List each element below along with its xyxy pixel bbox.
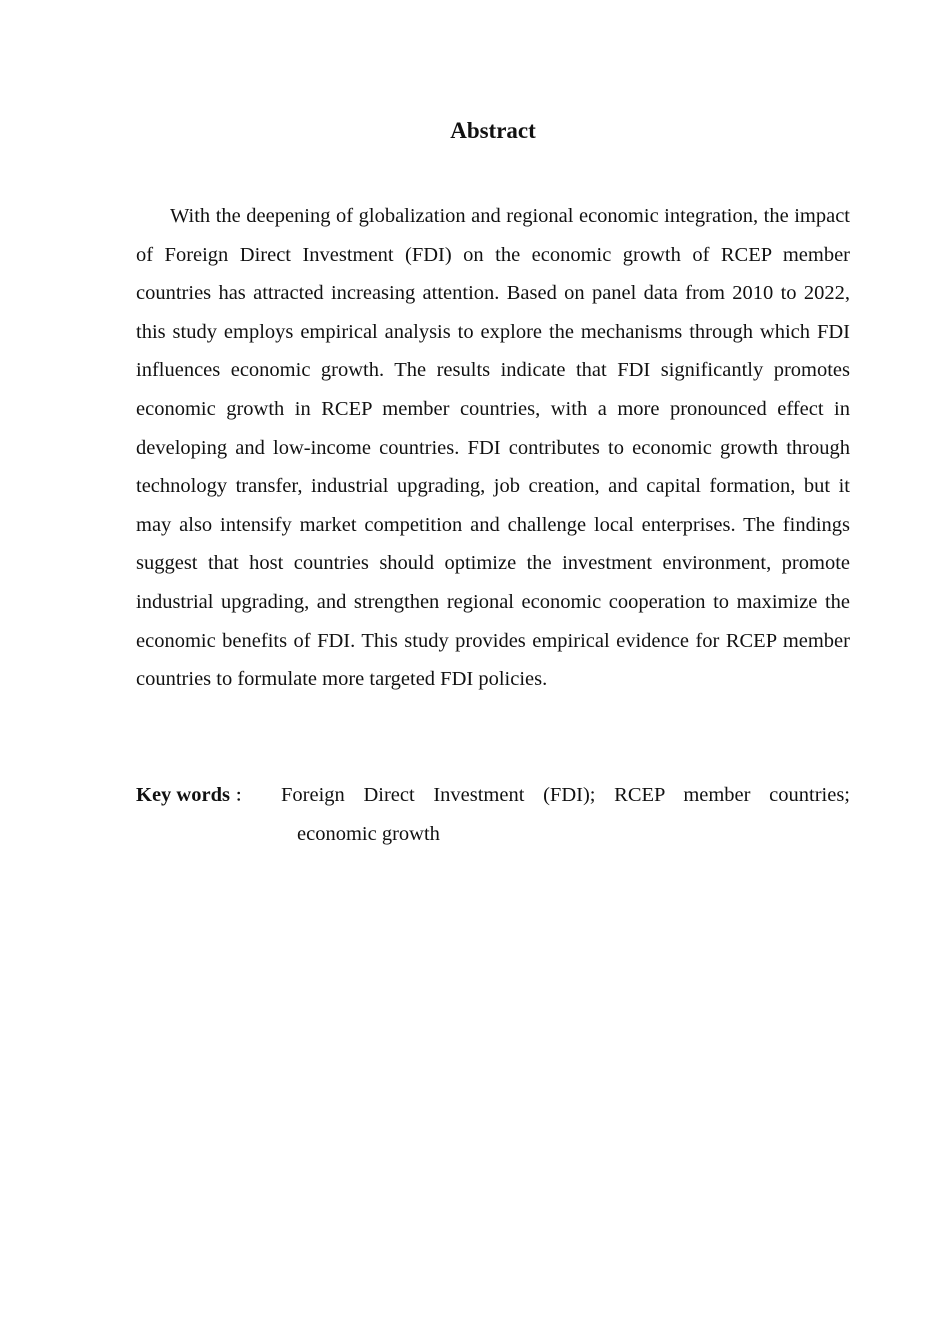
abstract-body: With the deepening of globalization and regional economic integration, the impact of Foreign Direct Investment (FDI) on the economic growth of RCEP member countries has attracted increasing attention. Based on panel data from 2010 to 2022, this study employs empirical analysis to explore the mechanisms through which FDI influences economic growth. The results indicate that FDI significantly promotes economic growth in RCEP member countries, with a more pronounced effect in developing and low-income countries. FDI contributes to economic growth through technology transfer, industrial upgrading, job creation, and capital formation, but it may also intensify market competition and challenge local enterprises. The findings suggest that host countries should optimize the investment environment, promote industrial upgrading, and strengthen regional economic cooperation to maximize the economic benefits of FDI. This study provides empirical evidence for RCEP member countries to formulate more targeted FDI policies. — [136, 205, 850, 691]
keywords-colon: ： — [234, 788, 251, 805]
abstract-title: Abstract — [450, 118, 536, 143]
keywords-text: Foreign Direct Investment (FDI); RCEP member countries; economic growth — [281, 784, 850, 845]
keywords-label: Key words — [136, 784, 230, 806]
keywords-label-group — [136, 776, 265, 853]
keywords-section — [136, 776, 850, 853]
